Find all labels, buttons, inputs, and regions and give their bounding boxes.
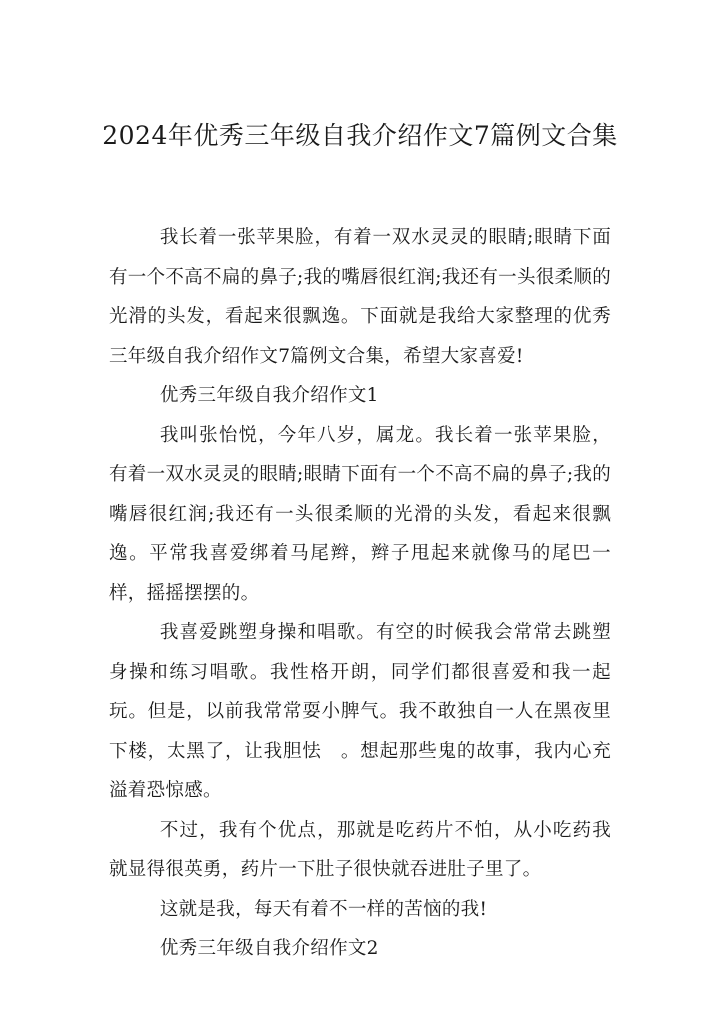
section-heading-2: 优秀三年级自我介绍作文2 xyxy=(159,938,379,959)
document-title: 2024年优秀三年级自我介绍作文7篇例文合集 xyxy=(102,121,618,150)
section-heading-1: 优秀三年级自我介绍作文1 xyxy=(159,385,379,406)
document-body xyxy=(109,218,611,969)
essay1-paragraph-2: 我喜爱跳塑身操和唱歌。有空的时候我会常常去跳塑身操和练习唱歌。我性格开朗，同学们都很喜爱和我一起玩。但是，以前我常常耍小脾气。我不敢独自一人在黑夜里下楼，太黑了，让我胆怯 。想起那些鬼的故事，我内心充溢着恐惊感。 xyxy=(109,622,611,801)
essay1-paragraph-3: 不过，我有个优点，那就是吃药片不怕，从小吃药我就显得很英勇，药片一下肚子很快就吞进肚子里了。 xyxy=(109,819,611,880)
essay1-paragraph-4: 这就是我，每天有着不一样的苦恼的我! xyxy=(159,898,488,920)
essay1-paragraph-1: 我叫张怡悦，今年八岁，属龙。我长着一张苹果脸，有着一双水灵灵的眼睛;眼睛下面有一个不高不扁的鼻子;我的嘴唇很红润;我还有一头很柔顺的光滑的头发，看起来很飘逸。平常我喜爱绑着马尾辫，辫子甩起来就像马的尾巴一样，摇摇摆摆的。 xyxy=(109,424,611,604)
intro-paragraph: 我长着一张苹果脸，有着一双水灵灵的眼睛;眼睛下面有一个不高不扁的鼻子;我的嘴唇很红润;我还有一头很柔顺的光滑的头发，看起来很飘逸。下面就是我给大家整理的优秀三年级自我介绍作文7篇例文合集，希望大家喜爱! xyxy=(109,227,611,367)
